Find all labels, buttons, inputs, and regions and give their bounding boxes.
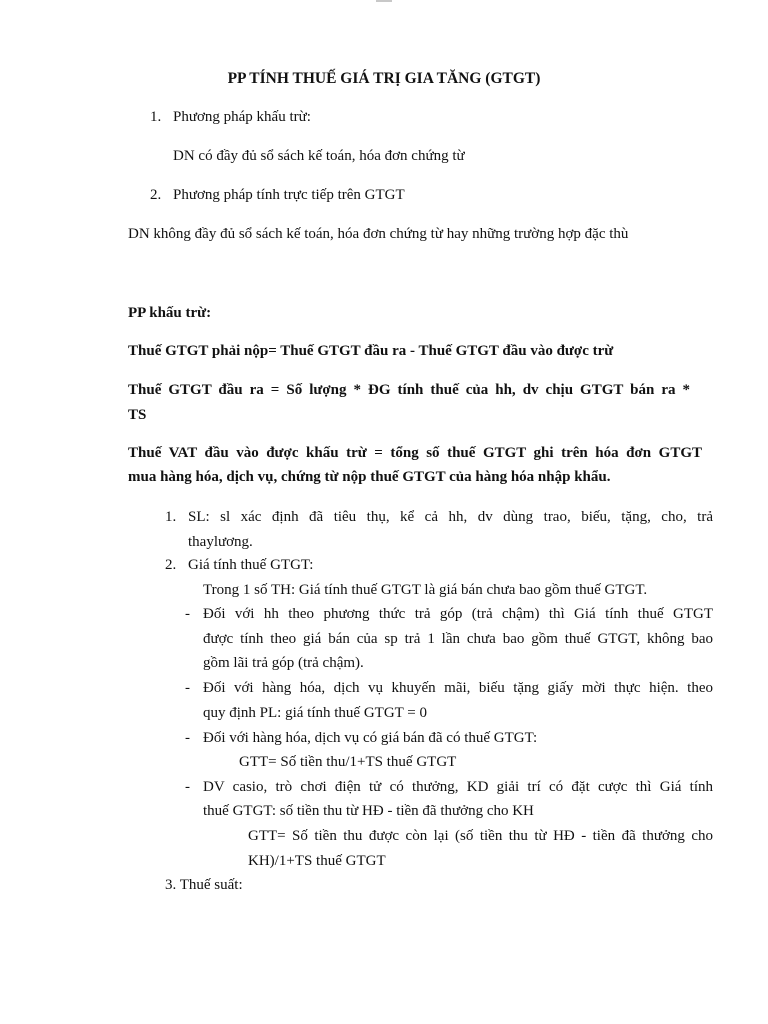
formula-output-vat-line2: TS — [128, 407, 147, 423]
item-2-subtext: Trong 1 số TH: Giá tính thuế GTGT là giá bán chưa bao gồm thuế GTGT. — [203, 582, 648, 598]
bullet-1-line3: gồm lãi trả góp (trả chậm). — [203, 655, 364, 671]
method-1-label: Phương pháp khấu trừ: — [173, 109, 311, 125]
item-1-line1: SL: sl xác định đã tiêu thụ, kể cả hh, dv dùng trao, biếu, tặng, cho, trả — [188, 509, 713, 525]
method-1-description: DN có đầy đủ sổ sách kế toán, hóa đơn chứng từ — [173, 148, 465, 164]
gtt-formula-2-line2: KH)/1+TS thuế GTGT — [248, 853, 386, 869]
formula-input-vat-line1: Thuế VAT đầu vào được khấu trừ = tổng số thuế GTGT ghi trên hóa đơn GTGT — [128, 445, 702, 461]
item-2-number: 2. — [165, 557, 177, 573]
method-2-description: DN không đầy đủ sổ sách kế toán, hóa đơn chứng từ hay những trường hợp đặc thù — [128, 226, 629, 242]
method-1-number: 1. — [150, 109, 162, 125]
bullet-1-line1: Đối với hh theo phương thức trả góp (trả chậm) thì Giá tính thuế GTGT — [203, 606, 713, 622]
item-3-label: 3. Thuế suất: — [165, 877, 243, 893]
bullet-3-dash: - — [185, 730, 190, 746]
formula-output-vat-line1: Thuế GTGT đầu ra = Số lượng * ĐG tính thuế của hh, dv chịu GTGT bán ra * — [128, 382, 690, 398]
formula-input-vat-line2: mua hàng hóa, dịch vụ, chứng từ nộp thuế GTGT của hàng hóa nhập khẩu. — [128, 469, 611, 485]
formula-vat-payable: Thuế GTGT phải nộp= Thuế GTGT đầu ra - Thuế GTGT đầu vào được trừ — [128, 343, 614, 359]
gtt-formula-2-line1: GTT= Số tiền thu được còn lại (số tiền thu từ HĐ - tiền đã thưởng cho — [248, 828, 713, 844]
bullet-2-dash: - — [185, 680, 190, 696]
bullet-1-line2: được tính theo giá bán của sp trả 1 lần chưa bao gồm thuế GTGT, không bao — [203, 631, 713, 647]
item-2-label: Giá tính thuế GTGT: — [188, 557, 314, 573]
method-2-number: 2. — [150, 187, 162, 203]
bullet-1-dash: - — [185, 606, 190, 622]
bullet-2-line1: Đối với hàng hóa, dịch vụ khuyến mãi, biếu tặng giấy mời thực hiện. theo — [203, 680, 713, 696]
bullet-2-line2: quy định PL: giá tính thuế GTGT = 0 — [203, 705, 428, 721]
pp-khau-tru-heading: PP khấu trừ: — [128, 305, 212, 321]
bullet-4-line1: DV casio, trò chơi điện tử có thưởng, KD giải trí có đặt cược thì Giá tính — [203, 779, 713, 795]
bullet-3-line1: Đối với hàng hóa, dịch vụ có giá bán đã có thuế GTGT: — [203, 730, 538, 746]
gtt-formula-1: GTT= Số tiền thu/1+TS thuế GTGT — [239, 754, 457, 770]
bullet-4-line2: thuế GTGT: số tiền thu từ HĐ - tiền đã thưởng cho KH — [203, 803, 534, 819]
item-1-line2: thaylương. — [188, 534, 253, 550]
bullet-4-dash: - — [185, 779, 190, 795]
document-title: PP TÍNH THUẾ GIÁ TRỊ GIA TĂNG (GTGT) — [227, 70, 541, 87]
item-1-number: 1. — [165, 509, 177, 525]
page-top-mark — [376, 0, 392, 2]
method-2-label: Phương pháp tính trực tiếp trên GTGT — [173, 187, 405, 203]
